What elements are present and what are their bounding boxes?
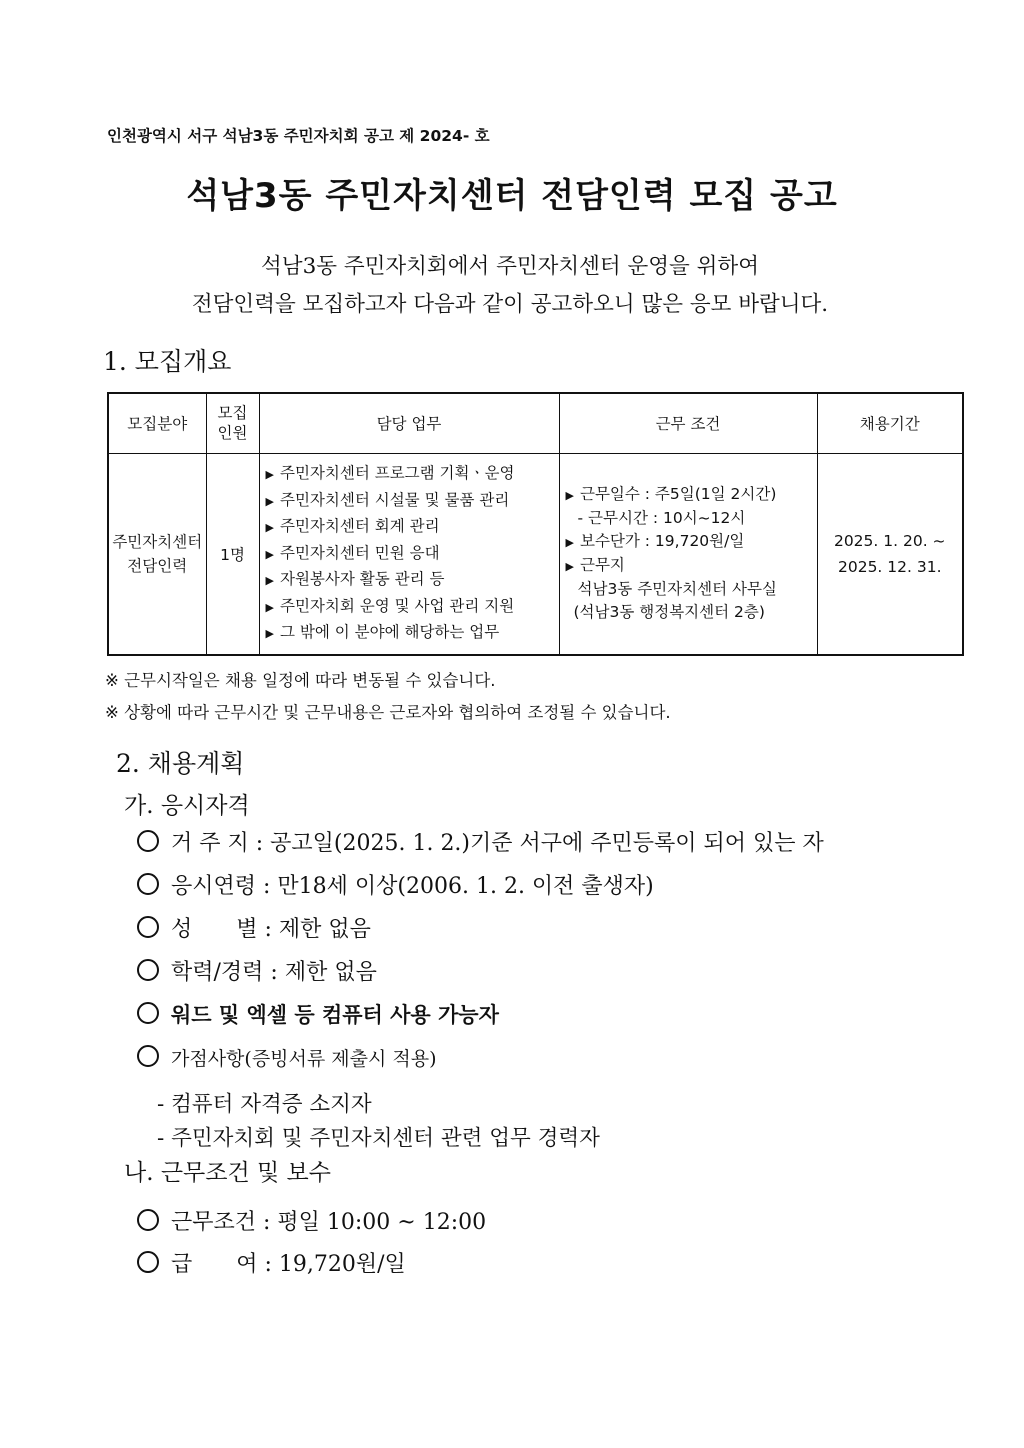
duty-text: 주민자치센터 시설물 및 물품 관리: [279, 490, 510, 509]
condition-text: - 근무시간 : 10시~12시: [577, 509, 746, 528]
note: ※ 상황에 따라 근무시간 및 근무내용은 근로자와 협의하여 조정될 수 있습니다.: [105, 703, 671, 722]
section-heading-overview: 1. 모집개요: [103, 347, 232, 376]
cell-field: [108, 453, 206, 655]
period-line: 2025. 12. 31.: [837, 557, 942, 576]
duty-text: 주민자치센터 민원 응대: [279, 543, 440, 562]
condition-item: [566, 530, 817, 554]
header-duties: 담당 업무: [259, 393, 559, 453]
condition-text: 근무지: [579, 556, 625, 575]
qualification-age: [137, 869, 654, 900]
item-text: 근무조건 : 평일 10:00 ~ 12:00: [171, 1210, 487, 1235]
notice-number: 인천광역시 서구 석남3동 주민자치회 공고 제 2024- 호: [107, 127, 490, 145]
duty-item: [266, 594, 559, 621]
condition-text: 석남3동 주민자치센터 사무실: [577, 580, 777, 599]
cell-count: 1명: [206, 453, 259, 655]
duty-text: 주민자치회 운영 및 사업 관리 지원: [279, 596, 515, 615]
page-title: 석남3동 주민자치센터 전담인력 모집 공고: [186, 176, 838, 216]
condition-text: 보수단가 : 19,720원/일: [579, 532, 745, 551]
bonus-item: - 컴퓨터 자격증 소지자: [157, 1092, 372, 1117]
triangle-bullet-icon: ▶: [265, 547, 274, 561]
qualification-education: [137, 955, 377, 986]
header-count-line: 모집: [217, 404, 248, 423]
triangle-bullet-icon: ▶: [265, 468, 274, 481]
cell-period: [817, 453, 963, 655]
condition-text: 근무일수 : 주5일(1일 2시간): [579, 485, 777, 504]
table-header-row: [108, 393, 963, 453]
work-conditions: [137, 1205, 486, 1236]
item-text: 급 여 : 19,720원/일: [171, 1252, 406, 1277]
duty-item: [266, 567, 559, 594]
duty-text: 주민자치센터 프로그램 기획ㆍ운영: [279, 464, 515, 482]
item-text: 가점사항(증빙서류 제출시 적용): [171, 1048, 437, 1070]
subheading-qualification: 가. 응시자격: [124, 793, 250, 819]
duty-text: 자원봉사자 활동 관리 등: [279, 570, 445, 588]
duty-text: 주민자치센터 회계 관리: [279, 517, 440, 535]
triangle-bullet-icon: ▶: [265, 574, 274, 587]
triangle-bullet-icon: ▶: [565, 489, 574, 503]
header-conditions: 근무 조건: [559, 393, 817, 453]
item-text: 거 주 지 : 공고일(2025. 1. 2.)기준 서구에 주민등록이 되어 있는 자: [171, 831, 824, 856]
circle-bullet-icon: [137, 916, 159, 938]
header-field: 모집분야: [108, 393, 206, 453]
bonus-item: - 주민자치회 및 주민자치센터 관련 업무 경력자: [157, 1126, 600, 1151]
condition-item: [566, 483, 817, 507]
item-text: 학력/경력 : 제한 없음: [171, 960, 377, 985]
circle-bullet-icon: [137, 959, 159, 981]
duty-item: [266, 620, 559, 647]
field-line: 주민자치센터: [112, 532, 203, 551]
header-period: 채용기간: [817, 393, 963, 453]
table-row: [108, 453, 963, 655]
intro-line: 석남3동 주민자치회에서 주민자치센터 운영을 위하여: [261, 254, 759, 279]
work-salary: [137, 1247, 406, 1278]
circle-bullet-icon: [137, 1251, 159, 1273]
recruitment-table: [107, 392, 964, 656]
duty-item: [266, 488, 559, 515]
header-count: [206, 393, 259, 453]
item-text: 성 별 : 제한 없음: [171, 917, 371, 942]
qualification-bonus: [137, 1044, 437, 1071]
circle-bullet-icon: [137, 1209, 159, 1231]
subheading-work-conditions: 나. 근무조건 및 보수: [124, 1160, 331, 1186]
item-text: 응시연령 : 만18세 이상(2006. 1. 2. 이전 출생자): [171, 874, 654, 899]
triangle-bullet-icon: ▶: [565, 560, 574, 574]
duty-item: [266, 514, 559, 541]
triangle-bullet-icon: ▶: [565, 536, 574, 550]
header-count-line: 인원: [217, 424, 248, 443]
duty-item: [266, 541, 559, 568]
field-line: 전담인력: [127, 556, 188, 575]
cell-duties: [259, 453, 559, 655]
triangle-bullet-icon: ▶: [265, 600, 274, 614]
note: ※ 근무시작일은 채용 일정에 따라 변동될 수 있습니다.: [105, 671, 496, 690]
condition-subitem: [566, 507, 817, 530]
qualification-computer: [137, 999, 499, 1029]
circle-bullet-icon: [137, 830, 159, 852]
period-line: 2025. 1. 20. ~: [833, 531, 946, 550]
cell-conditions: [559, 453, 817, 655]
condition-text: (석남3동 행정복지센터 2층): [573, 603, 765, 622]
triangle-bullet-icon: ▶: [265, 627, 274, 640]
circle-bullet-icon: [137, 1002, 159, 1024]
duty-text: 그 밖에 이 분야에 해당하는 업무: [279, 623, 500, 641]
qualification-gender: [137, 912, 371, 943]
circle-bullet-icon: [137, 1045, 159, 1067]
circle-bullet-icon: [137, 873, 159, 895]
intro-line: 전담인력을 모집하고자 다음과 같이 공고하오니 많은 응모 바랍니다.: [191, 292, 829, 317]
triangle-bullet-icon: ▶: [265, 494, 274, 508]
triangle-bullet-icon: ▶: [265, 521, 274, 534]
item-text: 워드 및 엑셀 등 컴퓨터 사용 가능자: [171, 1003, 499, 1027]
section-heading-plan: 2. 채용계획: [116, 749, 245, 778]
condition-item: [566, 554, 817, 578]
condition-subitem: [566, 601, 817, 624]
intro-paragraph: [60, 248, 960, 324]
condition-subitem: [566, 578, 817, 601]
qualification-residence: [137, 826, 824, 857]
duty-item: [266, 461, 559, 488]
